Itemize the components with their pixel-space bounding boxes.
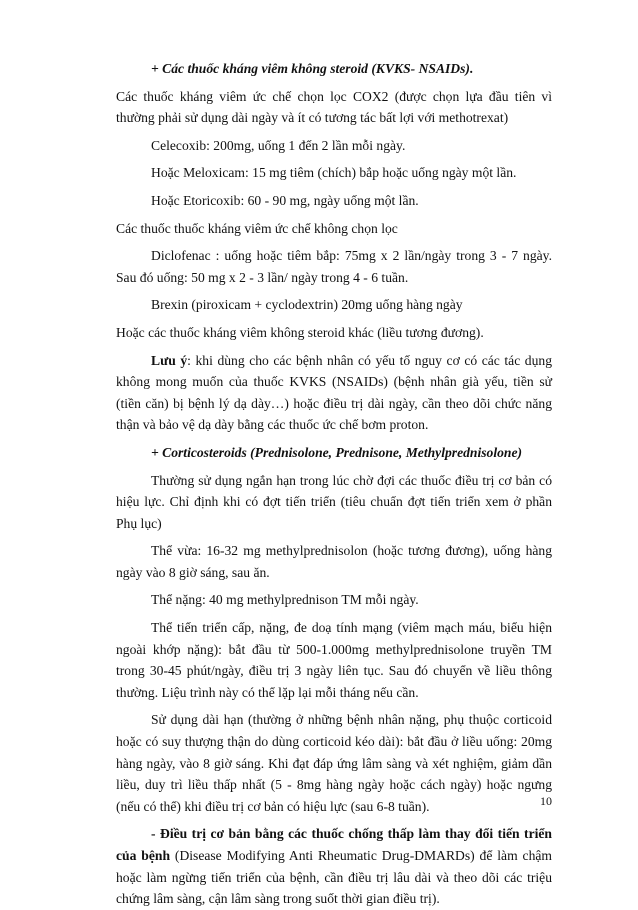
long-term-use: Sử dụng dài hạn (thường ở những bệnh nhân nặng, phụ thuộc corticoid hoặc có suy thượng thận do dùng corticoid kéo dài): bắt đầu ở liều uống: 20mg hàng ngày, vào 8 giờ sáng. Khi đạt đáp ứng lâm sàng và xét nghiệm, giảm dần liều, duy trì liều thấp nhất (5 - 8mg hàng ngày hoặc cách ngày) hoặc ngưng (nếu có thể) khi điều trị cơ bản có hiệu lực (sau 6-8 tuần). — [116, 712, 552, 814]
meloxicam-dose: Hoặc Meloxicam: 15 mg tiêm (chích) bắp hoặc uống ngày một lần. — [151, 165, 517, 181]
heading-corticosteroids: + Corticosteroids (Prednisolone, Prednisone, Methylprednisolone) — [151, 444, 523, 460]
nonselective-intro: Các thuốc thuốc kháng viêm ức chế không chọn lọc — [116, 220, 398, 236]
severe-form: Thể nặng: 40 mg methylprednison TM mỗi ngày. — [151, 592, 419, 608]
etoricoxib-dose: Hoặc Etoricoxib: 60 - 90 mg, ngày uống một lần. — [151, 192, 419, 208]
heading-nsaids: + Các thuốc kháng viêm không steroid (KVKS- NSAIDs). — [151, 61, 474, 76]
celecoxib-dose: Celecoxib: 200mg, uống 1 đến 2 lần mỗi ngày. — [151, 137, 406, 153]
cox2-intro: Các thuốc kháng viêm ức chế chọn lọc COX2 (được chọn lựa đầu tiên vì thường phải sử dụng dài ngày và ít có tương tác bất lợi với methotrexat) — [116, 88, 552, 126]
diclofenac-dose: Diclofenac : uống hoặc tiêm bắp: 75mg x 2 lần/ngày trong 3 - 7 ngày. Sau đó uống: 50 mg x 2 - 3 lần/ ngày trong 4 - 6 tuần. — [116, 248, 552, 285]
brexin-dose: Brexin (piroxicam + cyclodextrin) 20mg uống hàng ngày — [151, 297, 463, 313]
dmard-paragraph — [116, 823, 552, 909]
moderate-form: Thể vừa: 16-32 mg methylprednisolon (hoặc tương đương), uống hàng ngày vào 8 giờ sáng, sau ăn. — [116, 543, 552, 580]
note-text: : khi dùng cho các bệnh nhân có yếu tố nguy cơ có các tác dụng không mong muốn của thuốc KVKS (NSAIDs) (bệnh nhân già yếu, tiền sử (tiền căn) bị bệnh lý dạ dày…) hoặc điều trị dài ngày, cần theo dõi chức năng thận và bảo vệ dạ dày bằng các thuốc ức chế bơm proton. — [116, 352, 552, 433]
page-number: 10 — [540, 794, 552, 808]
note-paragraph — [116, 350, 552, 436]
cortico-intro: Thường sử dụng ngắn hạn trong lúc chờ đợi các thuốc điều trị cơ bản có hiệu lực. Chỉ định khi có đợt tiến triển (tiêu chuẩn đợt tiến triển xem ở phần Phụ lục) — [116, 472, 552, 531]
dmard-heading: - Điều trị cơ bản bằng các thuốc chống thấp làm thay đổi tiến triển của bệnh — [116, 826, 552, 863]
dmard-text: (Disease Modifying Anti Rheumatic Drug-DMARDs) để làm chậm hoặc làm ngừng tiến triển của bệnh, cần điều trị lâu dài và theo dõi các triệu chứng lâm sàng, cận lâm sàng trong suốt thời gian điều trị). — [116, 848, 552, 907]
note-label: Lưu ý — [151, 352, 188, 368]
acute-form: Thể tiến triển cấp, nặng, đe doạ tính mạng (viêm mạch máu, biểu hiện ngoài khớp nặng): bắt đầu từ 500-1.000mg methylprednisolone truyền TM trong 30-45 phút/ngày, điều trị 3 ngày liên tục. Sau đó chuyển về liều thông thường. Liệu trình này có thể lặp lại mỗi tháng nếu cần. — [116, 620, 552, 700]
other-nsaids: Hoặc các thuốc kháng viêm không steroid khác (liều tương đương). — [116, 324, 484, 340]
